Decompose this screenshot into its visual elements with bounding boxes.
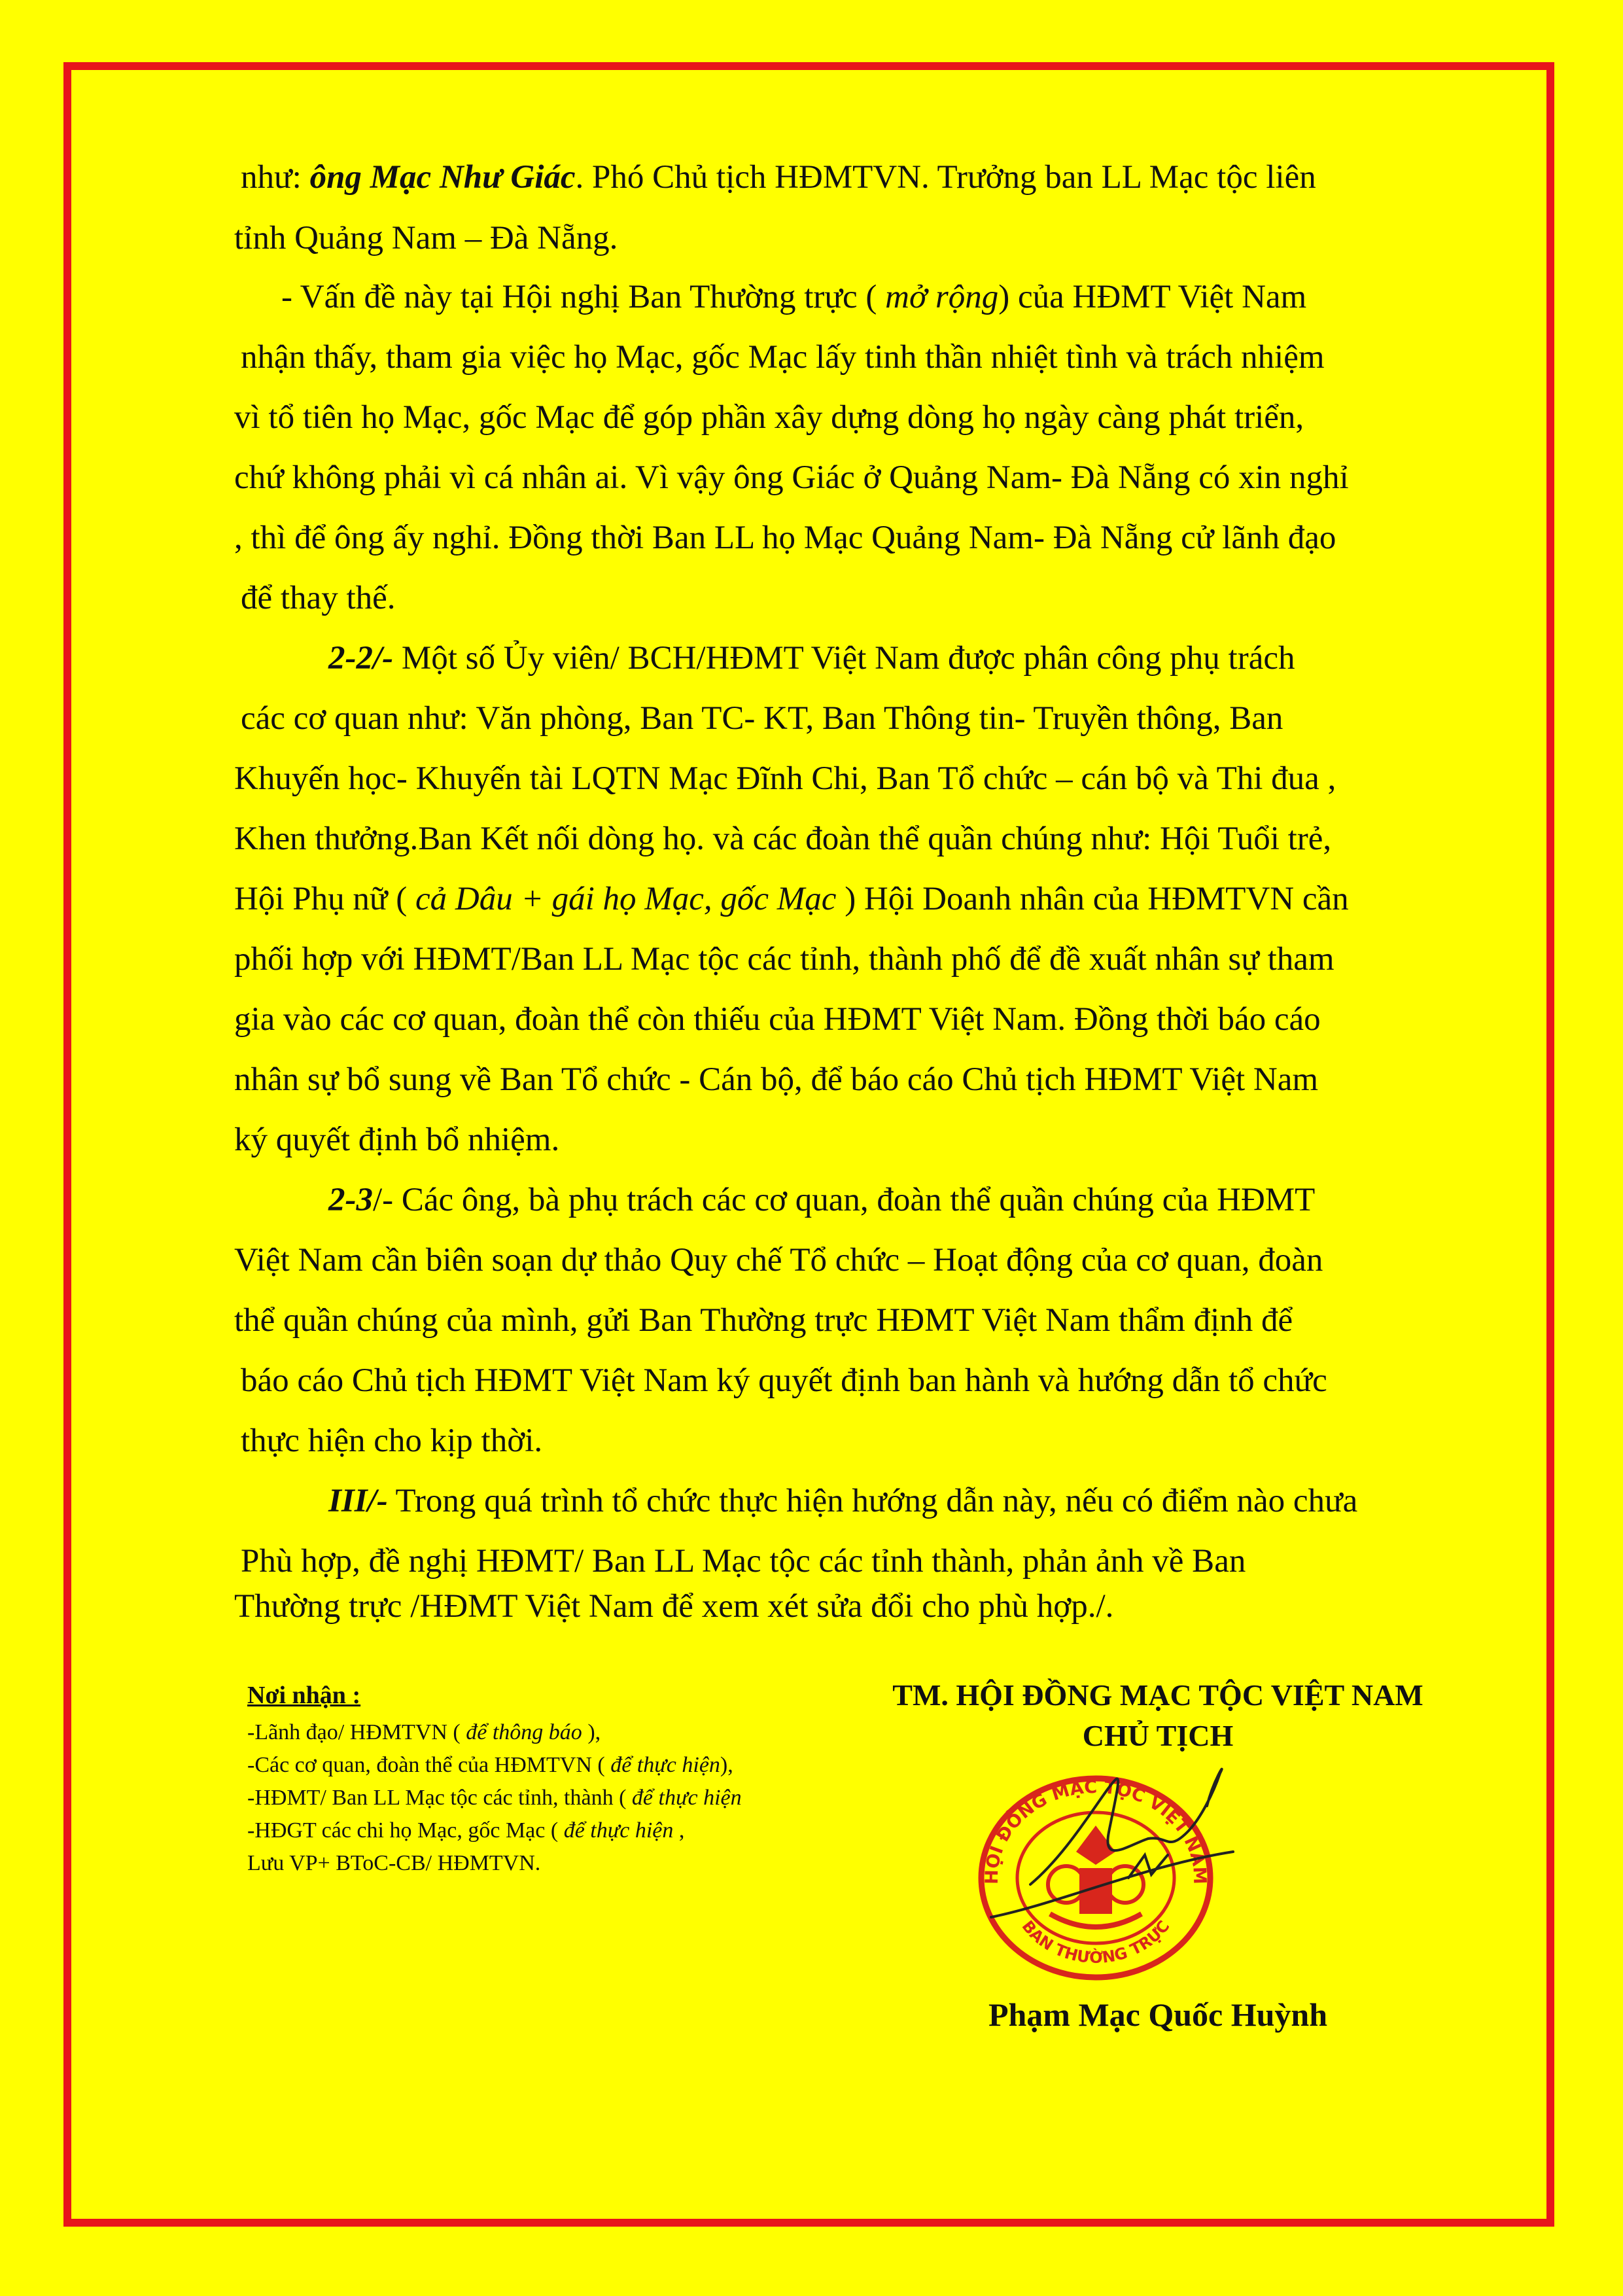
body-line: Khen thưởng.Ban Kết nối dòng họ. và các đoàn thể quần chúng như: Hội Tuổi trẻ, <box>234 821 1332 857</box>
body-line: các cơ quan như: Văn phòng, Ban TC- KT, Ban Thông tin- Truyền thông, Ban <box>241 700 1283 737</box>
recipients-heading: Nơi nhận : <box>247 1682 361 1709</box>
text-run: Một số Ủy viên/ BCH/HĐMT Việt Nam được phân công phụ trách <box>393 640 1295 677</box>
recipient-line <box>247 1752 733 1779</box>
text-run: -Các cơ quan, đoàn thể của HĐMTVN ( <box>247 1753 611 1777</box>
body-line: thể quần chúng của mình, gửi Ban Thường trực HĐMT Việt Nam thẩm định để <box>234 1302 1293 1339</box>
body-line: ký quyết định bổ nhiệm. <box>234 1122 560 1158</box>
recipient-line: Lưu VP+ BToC-CB/ HĐMTVN. <box>247 1851 541 1875</box>
body-line: Khuyến học- Khuyến tài LQTN Mạc Đĩnh Chi, Ban Tổ chức – cán bộ và Thi đua , <box>234 760 1336 797</box>
body-line <box>241 157 1316 198</box>
text-run-italic: để thông báo <box>466 1720 582 1744</box>
body-line <box>328 1481 1357 1521</box>
body-line: nhận thấy, tham gia việc họ Mạc, gốc Mạc lấy tinh thần nhiệt tình và trách nhiệm <box>241 339 1325 376</box>
text-run-italic: mở rộng <box>885 279 999 315</box>
official-seal-stamp <box>952 1754 1240 1983</box>
recipient-line <box>247 1817 684 1845</box>
body-line: phối hợp với HĐMT/Ban LL Mạc tộc các tỉnh, thành phố để đề xuất nhân sự tham <box>234 941 1335 978</box>
body-line: Thường trực /HĐMT Việt Nam để xem xét sửa đổi cho phù hợp./. <box>234 1588 1114 1625</box>
text-run: ), <box>720 1753 733 1777</box>
body-line <box>328 1180 1315 1220</box>
body-line: báo cáo Chủ tịch HĐMT Việt Nam ký quyết định ban hành và hướng dẫn tổ chức <box>241 1362 1327 1399</box>
body-line: thực hiện cho kịp thời. <box>241 1422 543 1459</box>
signatory-name: Phạm Mạc Quốc Huỳnh <box>988 1996 1328 2033</box>
text-run: -HĐMT/ Ban LL Mạc tộc các tỉnh, thành ( <box>247 1786 632 1810</box>
text-run: ) của HĐMT Việt Nam <box>998 279 1307 315</box>
section-number: 2-2/- <box>328 640 394 677</box>
text-run: /- Các ông, bà phụ trách các cơ quan, đoàn thể quần chúng của HĐMT <box>372 1182 1316 1218</box>
body-line: nhân sự bổ sung về Ban Tổ chức - Cán bộ, để báo cáo Chủ tịch HĐMT Việt Nam <box>234 1061 1319 1098</box>
text-run: Trong quá trình tổ chức thực hiện hướng dẫn này, nếu có điểm nào chưa <box>387 1483 1358 1519</box>
seal-bottom-text: BAN THƯỜNG TRỰC <box>1018 1917 1174 1967</box>
body-line: vì tổ tiên họ Mạc, gốc Mạc để góp phần xây dựng dòng họ ngày càng phát triển, <box>234 399 1304 436</box>
text-run: -Lãnh đạo/ HĐMTVN ( <box>247 1720 466 1744</box>
body-line <box>328 638 1295 679</box>
signature-org: TM. HỘI ĐỒNG MẠC TỘC VIỆT NAM <box>892 1678 1423 1712</box>
text-run: -HĐGT các chi họ Mạc, gốc Mạc ( <box>247 1818 564 1843</box>
body-line: để thay thế. <box>241 580 396 616</box>
text-run: - Vấn đề này tại Hội nghị Ban Thường trực ( <box>281 279 886 315</box>
text-run-italic: cả Dâu + gái họ Mạc, gốc Mạc <box>415 881 837 917</box>
text-run: ), <box>582 1720 601 1744</box>
body-line: , thì để ông ấy nghỉ. Đồng thời Ban LL họ Mạc Quảng Nam- Đà Nẵng cử lãnh đạo <box>234 520 1336 556</box>
body-line <box>234 879 1349 919</box>
body-line: gia vào các cơ quan, đoàn thể còn thiếu của HĐMT Việt Nam. Đồng thời báo cáo <box>234 1001 1321 1038</box>
signature-role: CHỦ TỊCH <box>1082 1719 1234 1752</box>
body-line: tỉnh Quảng Nam – Đà Nẵng. <box>234 220 618 256</box>
body-line <box>281 277 1306 317</box>
text-run: ) Hội Doanh nhân của HĐMTVN cần <box>836 881 1349 917</box>
text-run: như: <box>241 159 310 196</box>
section-number: 2-3 <box>328 1182 373 1218</box>
recipient-line <box>247 1784 742 1812</box>
person-name: ông Mạc Như Giác <box>309 159 576 196</box>
text-run: . Phó Chủ tịch HĐMTVN. Trưởng ban LL Mạc tộc liên <box>575 159 1316 196</box>
text-run-italic: để thực hiện <box>563 1818 674 1843</box>
body-line: Phù hợp, đề nghị HĐMT/ Ban LL Mạc tộc các tỉnh thành, phản ảnh về Ban <box>241 1543 1246 1580</box>
text-run-italic: để thực hiện <box>610 1753 720 1777</box>
body-line: chứ không phải vì cá nhân ai. Vì vậy ông Giác ở Quảng Nam- Đà Nẵng có xin nghỉ <box>234 459 1349 496</box>
section-number: III/- <box>328 1483 388 1519</box>
text-run: , <box>673 1818 685 1843</box>
body-line: Việt Nam cần biên soạn dự thảo Quy chế Tổ chức – Hoạt động của cơ quan, đoàn <box>234 1242 1323 1279</box>
recipient-line <box>247 1719 601 1746</box>
seal-top-text: HỘI ĐỒNG MẠC TỘC VIỆT NAM <box>981 1776 1210 1885</box>
text-run-italic: để thực hiện <box>631 1786 742 1810</box>
text-run: Hội Phụ nữ ( <box>234 881 415 917</box>
